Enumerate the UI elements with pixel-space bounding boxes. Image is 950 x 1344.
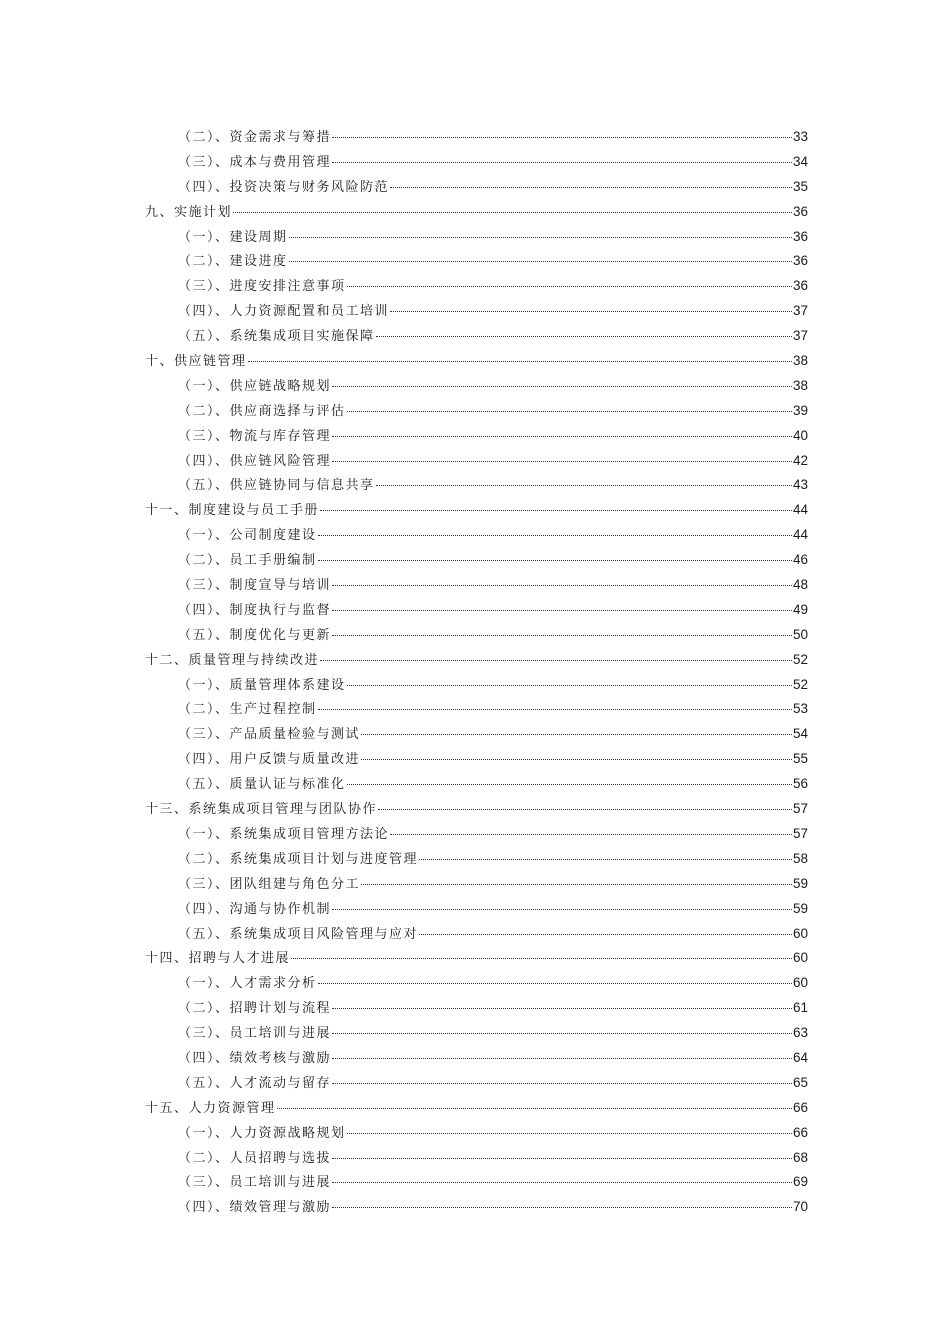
toc-page-number: 38 [792, 353, 808, 369]
toc-entry-title: （二）、系统集成项目计划与进度管理 [178, 851, 419, 867]
toc-page-number: 57 [792, 801, 808, 817]
toc-chapter-entry[interactable] [145, 200, 808, 225]
toc-page-number: 60 [792, 950, 808, 966]
toc-entry-title: （三）、成本与费用管理 [178, 154, 332, 170]
toc-page-number: 60 [792, 975, 808, 991]
toc-dot-leader [390, 834, 792, 835]
toc-page-number: 60 [792, 925, 808, 941]
toc-chapter-entry[interactable] [145, 946, 808, 971]
toc-section-entry[interactable] [145, 772, 808, 797]
toc-section-entry[interactable] [145, 523, 808, 548]
toc-page-number: 44 [792, 527, 808, 543]
toc-entry-title: （四）、人力资源配置和员工培训 [178, 304, 390, 320]
toc-dot-leader [347, 286, 792, 287]
toc-page-number: 35 [792, 178, 808, 194]
toc-dot-leader [332, 1083, 792, 1084]
toc-section-entry[interactable] [145, 1021, 808, 1046]
toc-section-entry[interactable] [145, 175, 808, 200]
toc-section-entry[interactable] [145, 822, 808, 847]
toc-dot-leader [320, 510, 792, 511]
toc-dot-leader [419, 934, 792, 935]
toc-page-number: 52 [792, 651, 808, 667]
toc-entry-title: 十二、质量管理与持续改进 [145, 652, 320, 668]
toc-page-number: 55 [792, 751, 808, 767]
toc-section-entry[interactable] [145, 274, 808, 299]
toc-page-number: 37 [792, 303, 808, 319]
toc-dot-leader [291, 958, 792, 959]
toc-dot-leader [361, 884, 792, 885]
toc-page-number: 36 [792, 278, 808, 294]
toc-entry-title: （五）、质量认证与标准化 [178, 777, 346, 793]
toc-section-entry[interactable] [145, 697, 808, 722]
toc-page-number: 53 [792, 701, 808, 717]
toc-entry-title: （一）、公司制度建设 [178, 528, 317, 544]
toc-chapter-entry[interactable] [145, 648, 808, 673]
toc-page-number: 36 [792, 203, 808, 219]
toc-chapter-entry[interactable] [145, 498, 808, 523]
toc-page-number: 36 [792, 228, 808, 244]
toc-section-entry[interactable] [145, 996, 808, 1021]
toc-section-entry[interactable] [145, 225, 808, 250]
toc-page-number: 48 [792, 577, 808, 593]
toc-page-number: 46 [792, 552, 808, 568]
toc-section-entry[interactable] [145, 150, 808, 175]
toc-entry-title: （三）、进度安排注意事项 [178, 279, 346, 295]
toc-page-number: 66 [792, 1124, 808, 1140]
toc-entry-title: 十一、制度建设与员工手册 [145, 503, 320, 519]
toc-chapter-entry[interactable] [145, 797, 808, 822]
toc-page-number: 66 [792, 1099, 808, 1115]
toc-entry-title: （四）、制度执行与监督 [178, 602, 332, 618]
toc-dot-leader [332, 1033, 792, 1034]
toc-section-entry[interactable] [145, 598, 808, 623]
toc-dot-leader [332, 436, 792, 437]
toc-page-number: 59 [792, 900, 808, 916]
toc-entry-title: （一）、供应链战略规划 [178, 378, 332, 394]
toc-section-entry[interactable] [145, 673, 808, 698]
toc-chapter-entry[interactable] [145, 1096, 808, 1121]
toc-entry-title: （四）、供应链风险管理 [178, 453, 332, 469]
toc-chapter-entry[interactable] [145, 349, 808, 374]
toc-section-entry[interactable] [145, 971, 808, 996]
toc-page-number: 37 [792, 328, 808, 344]
toc-page-number: 33 [792, 129, 808, 144]
toc-entry-title: 十、供应链管理 [145, 354, 247, 370]
toc-section-entry[interactable] [145, 473, 808, 498]
toc-entry-title: （三）、员工培训与进展 [178, 1026, 332, 1042]
toc-section-entry[interactable] [145, 847, 808, 872]
toc-dot-leader [318, 983, 792, 984]
toc-section-entry[interactable] [145, 125, 808, 150]
toc-entry-title: （一）、人力资源战略规划 [178, 1125, 346, 1141]
toc-dot-leader [376, 485, 792, 486]
toc-section-entry[interactable] [145, 897, 808, 922]
toc-page-number: 39 [792, 402, 808, 418]
toc-dot-leader [248, 361, 792, 362]
toc-page-number: 43 [792, 477, 808, 493]
toc-dot-leader [347, 411, 792, 412]
toc-entry-title: （三）、产品质量检验与测试 [178, 727, 361, 743]
toc-section-entry[interactable] [145, 872, 808, 897]
toc-entry-title: （三）、物流与库存管理 [178, 428, 332, 444]
toc-dot-leader [332, 461, 792, 462]
toc-entry-title: （二）、招聘计划与流程 [178, 1001, 332, 1017]
toc-page-number: 70 [792, 1199, 808, 1215]
toc-dot-leader [376, 336, 792, 337]
toc-page-number: 36 [792, 253, 808, 269]
toc-dot-leader [318, 709, 792, 710]
toc-dot-leader [347, 685, 792, 686]
toc-entry-title: （三）、团队组建与角色分工 [178, 876, 361, 892]
toc-page-number: 42 [792, 452, 808, 468]
toc-entry-title: （二）、建设进度 [178, 254, 288, 270]
toc-dot-leader [332, 1158, 792, 1159]
toc-section-entry[interactable] [145, 399, 808, 424]
toc-page-number: 69 [792, 1174, 808, 1190]
toc-dot-leader [378, 809, 792, 810]
toc-dot-leader [347, 1133, 792, 1134]
toc-dot-leader [289, 261, 792, 262]
toc-page-number: 65 [792, 1074, 808, 1090]
toc-entry-title: （四）、绩效考核与激励 [178, 1050, 332, 1066]
toc-page-number: 56 [792, 776, 808, 792]
toc-dot-leader [277, 1108, 792, 1109]
toc-dot-leader [320, 660, 792, 661]
toc-dot-leader [332, 386, 792, 387]
toc-section-entry[interactable] [145, 747, 808, 772]
toc-section-entry[interactable] [145, 1046, 808, 1071]
toc-page-number: 58 [792, 850, 808, 866]
toc-entry-title: 十四、招聘与人才进展 [145, 951, 291, 967]
toc-entry-title: （四）、沟通与协作机制 [178, 901, 332, 917]
toc-page-number: 54 [792, 726, 808, 742]
toc-dot-leader [347, 784, 792, 785]
toc-dot-leader [390, 187, 792, 188]
toc-entry-title: （五）、人才流动与留存 [178, 1075, 332, 1091]
toc-entry-title: （四）、用户反馈与质量改进 [178, 752, 361, 768]
toc-dot-leader [419, 859, 792, 860]
toc-dot-leader [332, 1207, 792, 1208]
toc-entry-title: （一）、系统集成项目管理方法论 [178, 826, 390, 842]
toc-entry-title: （二）、生产过程控制 [178, 702, 317, 718]
toc-entry-title: （五）、供应链协同与信息共享 [178, 478, 375, 494]
toc-dot-leader [390, 311, 792, 312]
toc-page-number: 40 [792, 427, 808, 443]
table-of-contents [145, 125, 808, 1220]
toc-entry-title: （一）、建设周期 [178, 229, 288, 245]
toc-section-entry[interactable] [145, 424, 808, 449]
toc-section-entry[interactable] [145, 1071, 808, 1096]
toc-section-entry[interactable] [145, 374, 808, 399]
toc-section-entry[interactable] [145, 1146, 808, 1171]
toc-section-entry[interactable] [145, 449, 808, 474]
toc-section-entry[interactable] [145, 1170, 808, 1195]
toc-entry-title: （四）、投资决策与财务风险防范 [178, 179, 390, 195]
toc-page-number: 57 [792, 825, 808, 841]
toc-dot-leader [332, 1008, 792, 1009]
toc-entry-title: （一）、质量管理体系建设 [178, 677, 346, 693]
toc-dot-leader [318, 535, 792, 536]
toc-entry-title: 十三、系统集成项目管理与团队协作 [145, 802, 378, 818]
toc-page-number: 38 [792, 377, 808, 393]
toc-entry-title: （一）、人才需求分析 [178, 976, 317, 992]
toc-dot-leader [361, 734, 792, 735]
toc-section-entry[interactable] [145, 1121, 808, 1146]
toc-section-entry[interactable] [145, 1195, 808, 1220]
toc-section-entry[interactable] [145, 548, 808, 573]
toc-page-number: 59 [792, 875, 808, 891]
toc-section-entry[interactable] [145, 324, 808, 349]
toc-page-number: 34 [792, 153, 808, 169]
toc-entry-title: （五）、系统集成项目实施保障 [178, 329, 375, 345]
toc-section-entry[interactable] [145, 249, 808, 274]
toc-page-number: 52 [792, 676, 808, 692]
toc-dot-leader [289, 237, 792, 238]
toc-page-number: 44 [792, 502, 808, 518]
toc-entry-title: （三）、员工培训与进展 [178, 1175, 332, 1191]
toc-entry-title: （五）、制度优化与更新 [178, 627, 332, 643]
toc-entry-title: （二）、资金需求与筹措 [178, 130, 332, 145]
toc-dot-leader [332, 1058, 792, 1059]
toc-section-entry[interactable] [145, 722, 808, 747]
toc-page-number: 50 [792, 626, 808, 642]
toc-dot-leader [332, 610, 792, 611]
toc-entry-title: 九、实施计划 [145, 204, 233, 220]
toc-entry-title: （二）、供应商选择与评估 [178, 403, 346, 419]
toc-dot-leader [332, 909, 792, 910]
toc-page-number: 68 [792, 1149, 808, 1165]
toc-dot-leader [332, 1182, 792, 1183]
toc-page-number: 64 [792, 1049, 808, 1065]
toc-entry-title: 十五、人力资源管理 [145, 1100, 276, 1116]
toc-dot-leader [318, 560, 792, 561]
toc-dot-leader [332, 162, 792, 163]
toc-page-number: 49 [792, 601, 808, 617]
toc-entry-title: （四）、绩效管理与激励 [178, 1200, 332, 1216]
toc-entry-title: （五）、系统集成项目风险管理与应对 [178, 926, 419, 942]
toc-dot-leader [332, 137, 792, 138]
toc-page-number: 63 [792, 1025, 808, 1041]
toc-entry-title: （三）、制度宣导与培训 [178, 578, 332, 594]
toc-page-number: 61 [792, 1000, 808, 1016]
toc-dot-leader [332, 585, 792, 586]
toc-dot-leader [361, 759, 792, 760]
toc-section-entry[interactable] [145, 573, 808, 598]
toc-entry-title: （二）、员工手册编制 [178, 553, 317, 569]
toc-section-entry[interactable] [145, 922, 808, 947]
toc-entry-title: （二）、人员招聘与选拔 [178, 1150, 332, 1166]
toc-section-entry[interactable] [145, 623, 808, 648]
toc-dot-leader [233, 212, 792, 213]
toc-section-entry[interactable] [145, 299, 808, 324]
toc-dot-leader [332, 635, 792, 636]
